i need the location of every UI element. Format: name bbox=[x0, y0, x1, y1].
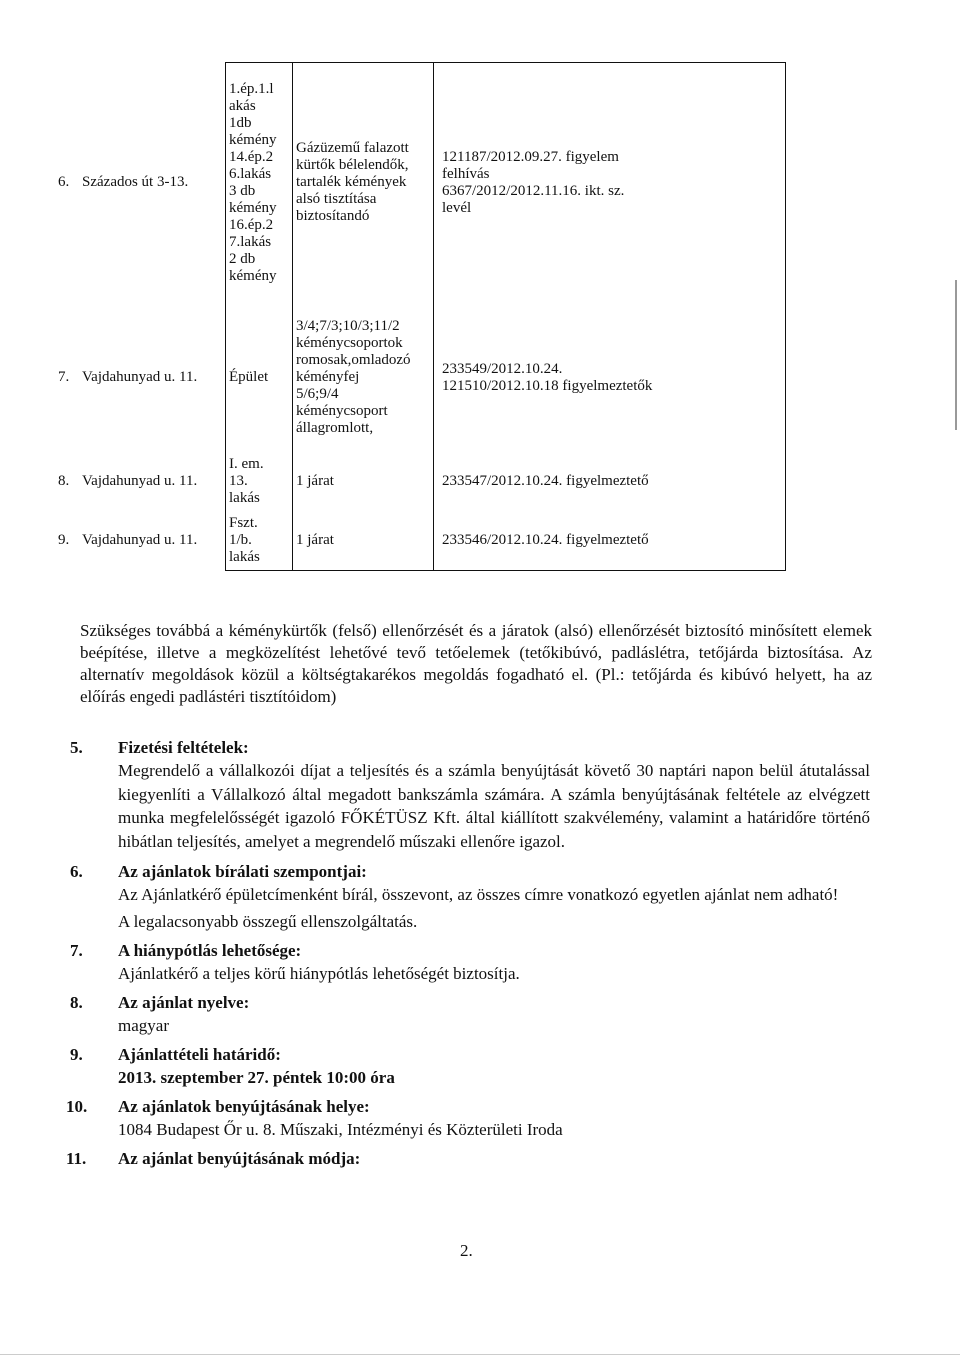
section-paragraph: 1084 Budapest Őr u. 8. Műszaki, Intézményi és Közterületi Iroda bbox=[118, 1120, 563, 1139]
section-evaluation bbox=[0, 861, 960, 933]
row-number: 7. bbox=[58, 369, 70, 385]
row-address: Vajdahunyad u. 11. bbox=[82, 473, 198, 489]
section-body bbox=[118, 1014, 870, 1037]
section-number: 5. bbox=[70, 738, 83, 757]
section-body bbox=[118, 1066, 870, 1089]
section-submission-place bbox=[0, 1096, 960, 1141]
sections-list bbox=[0, 737, 960, 1170]
section-paragraph: A legalacsonyabb összegű ellenszolgáltatás. bbox=[118, 912, 418, 931]
section-paragraph: Az Ajánlatkérő épületcímenként bírál, összevont, az összes címre vonatkozó egyetlen ajánlat nem adható! bbox=[118, 885, 839, 904]
section-deadline bbox=[0, 1044, 960, 1089]
page-number: 2. bbox=[460, 1241, 473, 1260]
section-number: 7. bbox=[70, 941, 83, 960]
row-location: I. em. 13. lakás bbox=[226, 453, 293, 511]
section-title: Ajánlattételi határidő: bbox=[118, 1045, 281, 1064]
table-row bbox=[58, 453, 786, 511]
section-number: 6. bbox=[70, 862, 83, 881]
section-title: A hiánypótlás lehetősége: bbox=[118, 941, 302, 960]
row-reference: 233547/2012.10.24. figyelmeztető bbox=[434, 453, 786, 511]
row-number: 6. bbox=[58, 174, 70, 190]
section-number: 8. bbox=[70, 993, 83, 1012]
row-description: 1 járat bbox=[293, 511, 434, 571]
section-body bbox=[118, 883, 870, 933]
section-number: 9. bbox=[70, 1045, 83, 1064]
row-address: Vajdahunyad u. 11. bbox=[82, 369, 198, 385]
row-number: 9. bbox=[58, 532, 70, 548]
section-paragraph: magyar bbox=[118, 1016, 169, 1035]
intro-paragraph: Szükséges továbbá a kéménykürtők (felső) ellenőrzését és a járatok (alsó) ellenőrzését biztosító minősített elemek beépítése, illetve a megközelítést lehetővé tevő tetőelemek (tetőkibúvó, padláslétra, tetőjárda biztosítása. Az alternatív megoldások közül a költségtakarékos megoldás fogadható el. (Pl.: tetőjárda és kibúvó helyett, ha az előírás engedi padlástéri tisztítóidom) bbox=[80, 621, 872, 706]
row-number: 8. bbox=[58, 473, 70, 489]
row-reference: 233546/2012.10.24. figyelmeztető bbox=[434, 511, 786, 571]
row-address: Százados út 3-13. bbox=[82, 174, 189, 190]
row-description: 3/4;7/3;10/3;11/2 kéménycsoportok romosak,omladozó kéményfej 5/6;9/4 kéménycsoport állagromlott, bbox=[293, 303, 434, 453]
table-row bbox=[58, 511, 786, 571]
section-title: Az ajánlatok benyújtásának helye: bbox=[118, 1097, 370, 1116]
row-location: Fszt. 1/b. lakás bbox=[226, 511, 293, 571]
row-location: Épület bbox=[226, 303, 293, 453]
section-paragraph: Ajánlatkérő a teljes körű hiánypótlás lehetőségét biztosítja. bbox=[118, 964, 520, 983]
row-location: 1.ép.1.l akás 1db kémény 14.ép.2 6.lakás 3 db kémény 16.ép.2 7.lakás 2 db kémény bbox=[226, 63, 293, 303]
row-reference: 233549/2012.10.24. 121510/2012.10.18 figyelmeztetők bbox=[434, 303, 786, 453]
row-reference: 121187/2012.09.27. figyelem felhívás 6367/2012/2012.11.16. ikt. sz. levél bbox=[434, 63, 786, 303]
scan-edge-mark bbox=[0, 1354, 960, 1355]
table-row bbox=[58, 63, 786, 303]
row-description: Gázüzemű falazott kürtők bélelendők, tartalék kémények alsó tisztítása biztosítandó bbox=[293, 63, 434, 303]
row-address: Vajdahunyad u. 11. bbox=[82, 532, 198, 548]
section-number: 10. bbox=[66, 1097, 88, 1116]
section-body bbox=[118, 759, 870, 853]
section-title: Az ajánlat benyújtásának módja: bbox=[118, 1149, 361, 1168]
section-body bbox=[118, 1118, 870, 1141]
section-number: 11. bbox=[66, 1149, 87, 1168]
property-table bbox=[58, 62, 786, 571]
section-body bbox=[118, 962, 870, 985]
scan-edge-mark bbox=[955, 280, 957, 430]
section-language bbox=[0, 992, 960, 1037]
table-row bbox=[58, 303, 786, 453]
section-paragraph: 2013. szeptember 27. péntek 10:00 óra bbox=[118, 1068, 395, 1087]
section-paragraph: Megrendelő a vállalkozói díjat a teljesítés és a számla benyújtását követő 30 naptári napon belül átutalással kiegyenlíti a Vállalkozó által megadott bankszámla számára. A számla benyújtásának feltétele az elvégzett munka megfelelősségét igazoló FŐKÉTÜSZ Kft. által kiállított szakvélemény, valamint a határidőre történő hibátlan teljesítés, amelyet a megrendelő műszaki ellenőre igazol. bbox=[118, 761, 870, 851]
section-submission-method bbox=[0, 1148, 960, 1170]
row-description: 1 járat bbox=[293, 453, 434, 511]
section-deficiency bbox=[0, 940, 960, 985]
section-title: Az ajánlat nyelve: bbox=[118, 993, 250, 1012]
section-payment bbox=[0, 737, 960, 853]
section-title: Az ajánlatok bírálati szempontjai: bbox=[118, 862, 367, 881]
section-title: Fizetési feltételek: bbox=[118, 738, 249, 757]
